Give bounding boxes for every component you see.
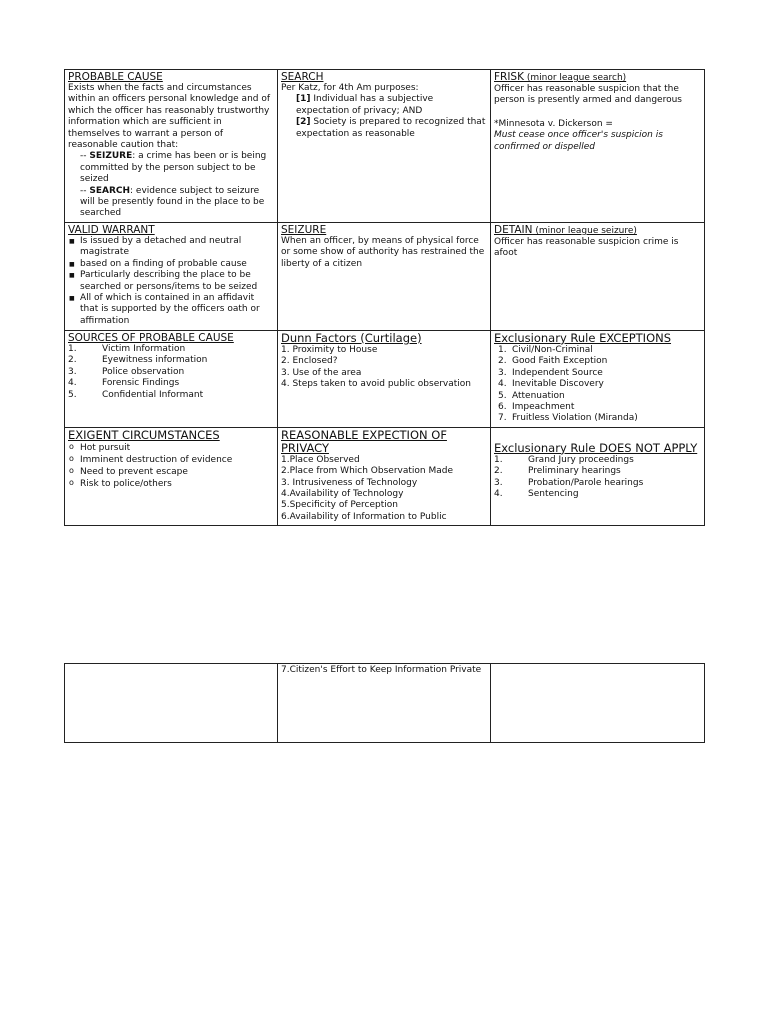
list-item bbox=[494, 466, 701, 477]
list-number: 5. bbox=[498, 390, 507, 401]
list-item bbox=[494, 402, 701, 413]
table-row bbox=[65, 222, 705, 330]
dunn-cell bbox=[278, 330, 491, 427]
katz-prong-2 bbox=[281, 117, 487, 140]
seizure-criterion-text: : a crime has been or is being committed by the person subject to be seized bbox=[80, 151, 267, 185]
list-number: 1. bbox=[498, 344, 507, 355]
privacy-heading: REASONABLE EXPECTION OF PRIVACY bbox=[281, 427, 447, 455]
list-item: o Risk to police/others bbox=[68, 478, 274, 490]
seizure-label: SEIZURE bbox=[89, 151, 133, 162]
privacy-cell bbox=[278, 427, 491, 525]
seizure-cell bbox=[278, 222, 491, 330]
probable-cause-heading: PROBABLE CAUSE bbox=[68, 71, 163, 83]
valid-warrant-cell bbox=[65, 222, 278, 330]
list-text: Confidential Informant bbox=[102, 389, 204, 400]
list-text: Eyewitness information bbox=[102, 355, 208, 366]
list-item: 1.Place Observed bbox=[281, 454, 360, 465]
list-text: Attenuation bbox=[512, 390, 565, 401]
list-item bbox=[494, 489, 701, 500]
sources-cell bbox=[65, 330, 278, 427]
list-number: 2. bbox=[498, 356, 507, 367]
exclusionary-not-apply-heading: Exclusionary Rule DOES NOT APPLY bbox=[494, 440, 698, 455]
list-item: ■ Is issued by a detached and neutral magistrate bbox=[68, 236, 274, 259]
dunn-heading: Dunn Factors (Curtilage) bbox=[281, 330, 422, 345]
search-criterion-text: : evidence subject to seizure will be presently found in the place to be searched bbox=[80, 185, 265, 219]
list-number: 6. bbox=[498, 401, 507, 412]
list-item bbox=[494, 455, 701, 466]
list-item bbox=[494, 379, 701, 390]
list-text: Forensic Findings bbox=[102, 378, 180, 389]
table-row bbox=[65, 70, 705, 223]
list-number: 7. bbox=[498, 413, 507, 424]
list-number: 3. bbox=[498, 367, 507, 378]
detain-heading-line bbox=[494, 224, 701, 237]
list-item: 2. Enclosed? bbox=[281, 356, 338, 367]
list-item: 4. Steps taken to avoid public observation bbox=[281, 379, 472, 390]
frisk-definition: Officer has reasonable suspicion that the person is presently armed and dangerous bbox=[494, 84, 682, 106]
list-number: 2. bbox=[494, 466, 503, 477]
frisk-heading: FRISK bbox=[494, 71, 524, 83]
exigent-cell bbox=[65, 427, 278, 525]
list-text: Police observation bbox=[102, 366, 185, 377]
search-criterion bbox=[68, 186, 274, 220]
detain-heading: DETAIN bbox=[494, 223, 533, 236]
detain-cell bbox=[491, 222, 705, 330]
list-text: Fruitless Violation (Miranda) bbox=[512, 413, 638, 424]
frisk-note: (minor league search) bbox=[523, 73, 627, 83]
sources-heading: SOURCES OF PROBABLE CAUSE bbox=[68, 331, 234, 344]
list-text: Impeachment bbox=[512, 401, 575, 412]
list-text: Independent Source bbox=[512, 367, 603, 378]
seizure-criterion bbox=[68, 151, 274, 185]
list-item: o Hot pursuit bbox=[68, 442, 274, 454]
list-text: Probation/Parole hearings bbox=[528, 477, 644, 488]
exclusionary-not-apply-cell bbox=[491, 427, 705, 525]
table-row bbox=[65, 427, 705, 525]
list-item: ■ based on a finding of probable cause bbox=[68, 259, 274, 270]
list-number: 2. bbox=[68, 355, 77, 366]
list-item bbox=[494, 368, 701, 379]
continuation-table bbox=[64, 663, 705, 743]
list-item: 3. Intrusiveness of Technology bbox=[281, 477, 418, 488]
list-item: 5.Specificity of Perception bbox=[281, 500, 398, 511]
list-item bbox=[494, 356, 701, 367]
list-item bbox=[494, 345, 701, 356]
table-row bbox=[65, 664, 705, 743]
frisk-cell bbox=[491, 70, 705, 223]
search-heading: SEARCH bbox=[281, 71, 324, 83]
list-item bbox=[68, 378, 274, 389]
empty-cell bbox=[491, 664, 705, 743]
list-text: Grand Jury proceedings bbox=[528, 454, 634, 465]
list-item: 2.Place from Which Observation Made bbox=[281, 466, 453, 477]
list-text: Sentencing bbox=[528, 488, 579, 499]
seizure-definition: When an officer, by means of physical force or some show of authority has restrained the liberty of a citizen bbox=[281, 235, 485, 269]
list-item: o Imminent destruction of evidence bbox=[68, 454, 274, 466]
search-cell bbox=[278, 70, 491, 223]
valid-warrant-list bbox=[68, 236, 274, 327]
privacy-continued-cell bbox=[278, 664, 491, 743]
katz-prong-1-text: Individual has a subjective expectation of privacy; AND bbox=[296, 94, 434, 116]
list-item: 6.Availability of Information to Public bbox=[281, 511, 447, 522]
list-item: o Need to prevent escape bbox=[68, 466, 274, 478]
frisk-heading-line bbox=[494, 71, 701, 84]
list-item: ■ Particularly describing the place to be searched or persons/items to be seized bbox=[68, 270, 274, 293]
exigent-heading: EXIGENT CIRCUMSTANCES bbox=[68, 427, 220, 442]
list-number: 4. bbox=[494, 488, 503, 499]
seizure-heading: SEIZURE bbox=[281, 223, 327, 236]
valid-warrant-heading: VALID WARRANT bbox=[68, 223, 155, 236]
katz-prong-1-number: [1] bbox=[296, 94, 311, 105]
list-item bbox=[494, 391, 701, 402]
search-label: SEARCH bbox=[89, 185, 131, 196]
exigent-list bbox=[68, 442, 274, 490]
list-number: 3. bbox=[494, 477, 503, 488]
list-item: 4.Availability of Technology bbox=[281, 488, 404, 499]
list-text: Inevitable Discovery bbox=[512, 379, 604, 390]
list-item: 7.Citizen's Effort to Keep Information Private bbox=[281, 665, 482, 675]
list-item: 1. Proximity to House bbox=[281, 344, 378, 355]
seizure-dash: -- bbox=[80, 151, 90, 162]
exclusionary-exceptions-cell bbox=[491, 330, 705, 427]
list-item bbox=[68, 355, 274, 366]
list-text: Victim Information bbox=[102, 343, 186, 354]
list-number: 3. bbox=[68, 366, 77, 377]
outline-table bbox=[64, 69, 705, 526]
list-text: Civil/Non-Criminal bbox=[512, 344, 593, 355]
probable-cause-definition: Exists when the facts and circumstances within an officers personal knowledge and of which the officer has reasonably trustworthy information which are sufficient in themselves to warrant a person of reasonable caution that: bbox=[68, 83, 271, 151]
detain-note: (minor league seizure) bbox=[532, 225, 637, 236]
list-number: 4. bbox=[68, 378, 77, 389]
list-item bbox=[68, 344, 274, 355]
list-item bbox=[68, 390, 274, 401]
frisk-case-note: Must cease once officer's suspicion is confirmed or dispelled bbox=[494, 130, 663, 152]
list-item: 3. Use of the area bbox=[281, 367, 362, 378]
search-intro: Per Katz, for 4th Am purposes: bbox=[281, 83, 419, 93]
table-row bbox=[65, 330, 705, 427]
detain-definition: Officer has reasonable suspicion crime is afoot bbox=[494, 236, 679, 259]
list-number: 5. bbox=[68, 389, 77, 400]
list-item bbox=[494, 413, 701, 424]
katz-prong-2-number: [2] bbox=[296, 117, 311, 128]
list-item bbox=[494, 478, 701, 489]
list-item: ■ All of which is contained in an affidavit that is supported by the officers oath or affirmation bbox=[68, 293, 274, 327]
list-text: Preliminary hearings bbox=[528, 466, 621, 477]
exclusionary-exceptions-heading: Exclusionary Rule EXCEPTIONS bbox=[494, 330, 672, 345]
list-text: Good Faith Exception bbox=[512, 356, 608, 367]
list-number: 4. bbox=[498, 379, 507, 390]
list-number: 1. bbox=[494, 454, 503, 465]
list-item bbox=[68, 367, 274, 378]
katz-prong-1 bbox=[281, 94, 487, 117]
katz-prong-2-text: Society is prepared to recognized that expectation as reasonable bbox=[296, 117, 486, 139]
empty-cell bbox=[65, 664, 278, 743]
list-number: 1. bbox=[68, 343, 77, 354]
search-dash: -- bbox=[80, 185, 90, 196]
probable-cause-cell bbox=[65, 70, 278, 223]
frisk-case: *Minnesota v. Dickerson = bbox=[494, 118, 613, 129]
